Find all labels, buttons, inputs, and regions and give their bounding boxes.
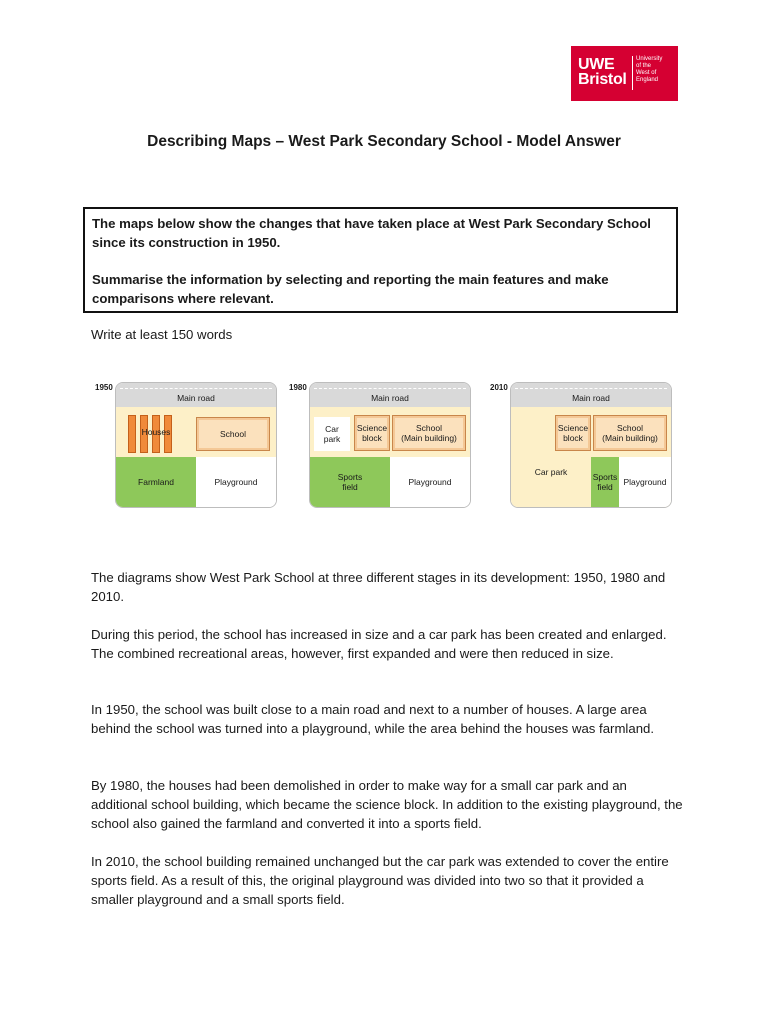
map-plot (309, 382, 471, 508)
logo-wordmark: UWE Bristol (578, 56, 627, 88)
main-road (310, 383, 470, 407)
main-road-label: Main road (371, 393, 409, 403)
map-year: 1950 (95, 383, 113, 392)
farmland: Farmland (116, 457, 196, 507)
body-paragraph: The diagrams show West Park School at three different stages in its development: 1950, 1980 and 2010. (91, 570, 666, 604)
houses-label: Houses (141, 427, 171, 437)
word-count-instruction: Write at least 150 words (91, 327, 233, 342)
road-markings (314, 388, 466, 389)
science-block: Science block (354, 415, 390, 451)
body-paragraph: During this period, the school has increased in size and a car park has been created and enlarged. The combined recreational areas, however, first expanded and were then reduced in size. (91, 627, 667, 661)
page-title: Describing Maps – West Park Secondary School - Model Answer (147, 133, 621, 150)
logo-university-name: University of the West of England (636, 56, 663, 83)
school-main-building: School (Main building) (593, 415, 667, 451)
road-markings (515, 388, 667, 389)
map-1950 (91, 374, 281, 508)
map-1980 (285, 374, 475, 508)
sports-field: Sports field (591, 457, 619, 507)
map-plot (115, 382, 277, 508)
main-road-label: Main road (177, 393, 215, 403)
uwe-bristol-logo (571, 46, 678, 101)
map-2010 (486, 374, 676, 508)
school-main-building: School (Main building) (392, 415, 466, 451)
school-building: School (196, 417, 270, 451)
playground: Playground (619, 457, 671, 507)
science-block: Science block (555, 415, 591, 451)
logo-divider (632, 56, 633, 90)
main-road (116, 383, 276, 407)
playground: Playground (196, 457, 276, 507)
body-paragraph: By 1980, the houses had been demolished in order to make way for a small car park and an additional school building, which became the science block. In addition to the existing playground, the school also gained the farmland and converted it into a sports field. (91, 778, 683, 831)
road-markings (120, 388, 272, 389)
task-paragraph: The maps below show the changes that have taken place at West Park Secondary School since its construction in 1950. (92, 216, 651, 250)
map-plot (510, 382, 672, 508)
body-paragraph: In 1950, the school was built close to a main road and next to a number of houses. A large area behind the school was turned into a playground, while the area behind the houses was farmland. (91, 702, 655, 736)
car-park: Car park (534, 467, 568, 477)
sports-field: Sports field (310, 457, 390, 507)
task-box (83, 207, 678, 313)
playground: Playground (390, 457, 470, 507)
task-paragraph: Summarise the information by selecting and reporting the main features and make comparisons where relevant. (92, 272, 609, 306)
map-year: 2010 (490, 383, 508, 392)
car-park: Car park (314, 417, 350, 451)
main-road-label: Main road (572, 393, 610, 403)
map-year: 1980 (289, 383, 307, 392)
body-paragraph: In 2010, the school building remained unchanged but the car park was extended to cover the entire sports field. As a result of this, the original playground was divided into two so that it provided a smaller playground and a small sports field. (91, 854, 669, 907)
main-road (511, 383, 671, 407)
